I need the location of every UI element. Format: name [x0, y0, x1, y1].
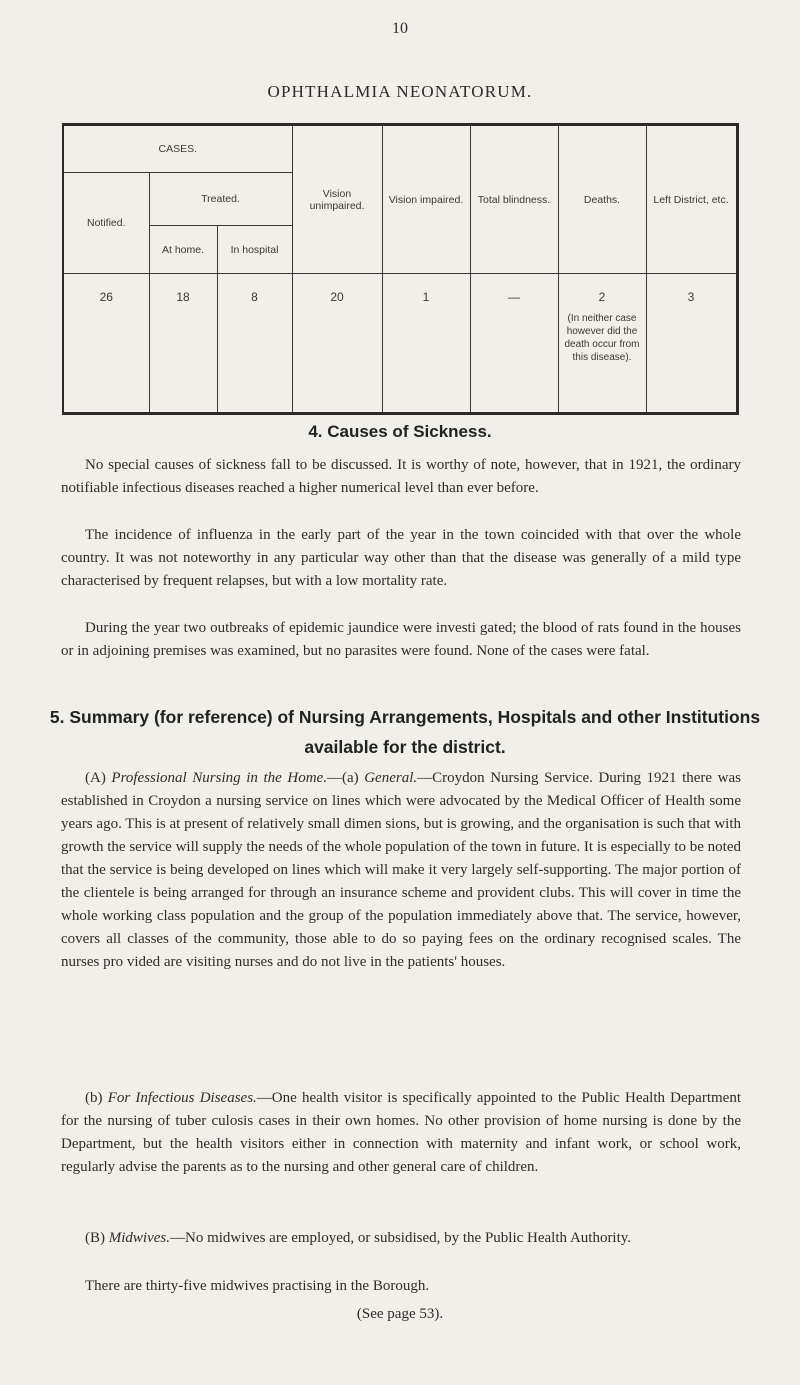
para-a-dash: —(a) [326, 770, 359, 786]
para-b-italic: For Infectious Diseases. [107, 1090, 257, 1106]
para-c-label: (B) [85, 1230, 105, 1246]
header-total-blindness: Total blindness. [470, 125, 558, 274]
header-in-hospital: In hospital [217, 226, 292, 274]
cell-deaths [558, 274, 646, 414]
ophthalmia-table [62, 123, 739, 415]
header-vision-impaired: Vision impaired. [382, 125, 470, 274]
page-number: 10 [392, 20, 408, 37]
cell-left-district: 3 [646, 274, 737, 414]
cell-notified: 26 [63, 274, 149, 414]
section-5-heading: 5. Summary (for reference) of Nursing Arrangements, Hospitals and other Institutions available for the district. [49, 707, 761, 757]
header-notified: Notified. [63, 173, 149, 274]
cell-in-hospital: 8 [217, 274, 292, 414]
cell-total-blindness: — [470, 274, 558, 414]
para-b-label: (b) [85, 1090, 103, 1106]
section-4-paragraph-2: The incidence of influenza in the early part of the year in the town coincided with that over the whole country. It was not noteworthy in any particular way other than that the disease was generally of a mild type characterised by frequent relapses, but with a low mortality rate. [61, 527, 741, 589]
section-4-paragraph-3: During the year two outbreaks of epidemic jaundice were investi gated; the blood of rats found in the houses or in adjoining premises was examined, but no parasites were found. None of the cases were fatal. [61, 620, 741, 659]
deaths-note: (In neither case however did the death occur from this disease). [564, 313, 640, 363]
section-5-paragraph-b [61, 1087, 741, 1179]
cell-vision-impaired: 1 [382, 274, 470, 414]
header-vision-unimpaired: Vision unimpaired. [292, 125, 382, 274]
section-5-paragraph-d: There are thirty-five midwives practising in the Borough. [85, 1278, 430, 1294]
see-page-reference: (See page 53). [356, 1306, 444, 1322]
section-4-paragraph-1: No special causes of sickness fall to be discussed. It is worthy of note, however, that in 1921, the ordinary notifiable infectious diseases reached a higher numerical level than ever before. [61, 457, 741, 496]
para-a-label: (A) [85, 770, 106, 786]
cell-at-home: 18 [149, 274, 217, 414]
section-5-paragraph-c [61, 1227, 741, 1250]
para-c-italic: Midwives. [108, 1230, 170, 1246]
deaths-value: 2 [598, 290, 606, 304]
header-left-district: Left District, etc. [646, 125, 737, 274]
section-5-paragraph-a [61, 767, 741, 974]
header-at-home: At home. [149, 226, 217, 274]
header-deaths: Deaths. [558, 125, 646, 274]
para-a-italic: Professional Nursing in the Home. [111, 770, 327, 786]
header-cases: CASES. [63, 125, 292, 173]
header-treated: Treated. [149, 173, 292, 226]
table-title: OPHTHALMIA NEONATORUM. [267, 82, 533, 101]
cell-vision-unimpaired: 20 [292, 274, 382, 414]
para-a-text: —Croydon Nursing Service. During 1921 there was established in Croydon a nursing service on lines which were advocated by the Medical Officer of Health some years ago. This is at present of relatively small dimen sions, but is growing, and the organisation is such that with growth the service will supply the needs of the whole population of the town in future. It is especially to be noted that the service is being developed on lines which will make it very largely self-supporting. The major portion of the clientele is being arranged for through an insurance scheme and provident clubs. This will cover in time the whole working class population and the group of the population immediately above that. The service, however, covers all classes of the community, those able to do so paying fees on the ordinary recognised scales. The nurses pro vided are visiting nurses and do not live in the patients' houses. [61, 770, 742, 970]
para-c-text: —No midwives are employed, or subsidised, by the Public Health Authority. [170, 1230, 632, 1246]
para-a-italic-2: General. [364, 770, 418, 786]
section-4-heading: 4. Causes of Sickness. [308, 422, 492, 441]
para-b-text: —One health visitor is specifically appointed to the Public Health Department for the nursing of tuber culosis cases in their own homes. No other provision of home nursing is done by the Department, but the health visitors either in connection with maternity and infant work, or school work, regularly advise the parents as to the nursing and other general care of children. [61, 1090, 741, 1175]
table-row [63, 274, 737, 414]
